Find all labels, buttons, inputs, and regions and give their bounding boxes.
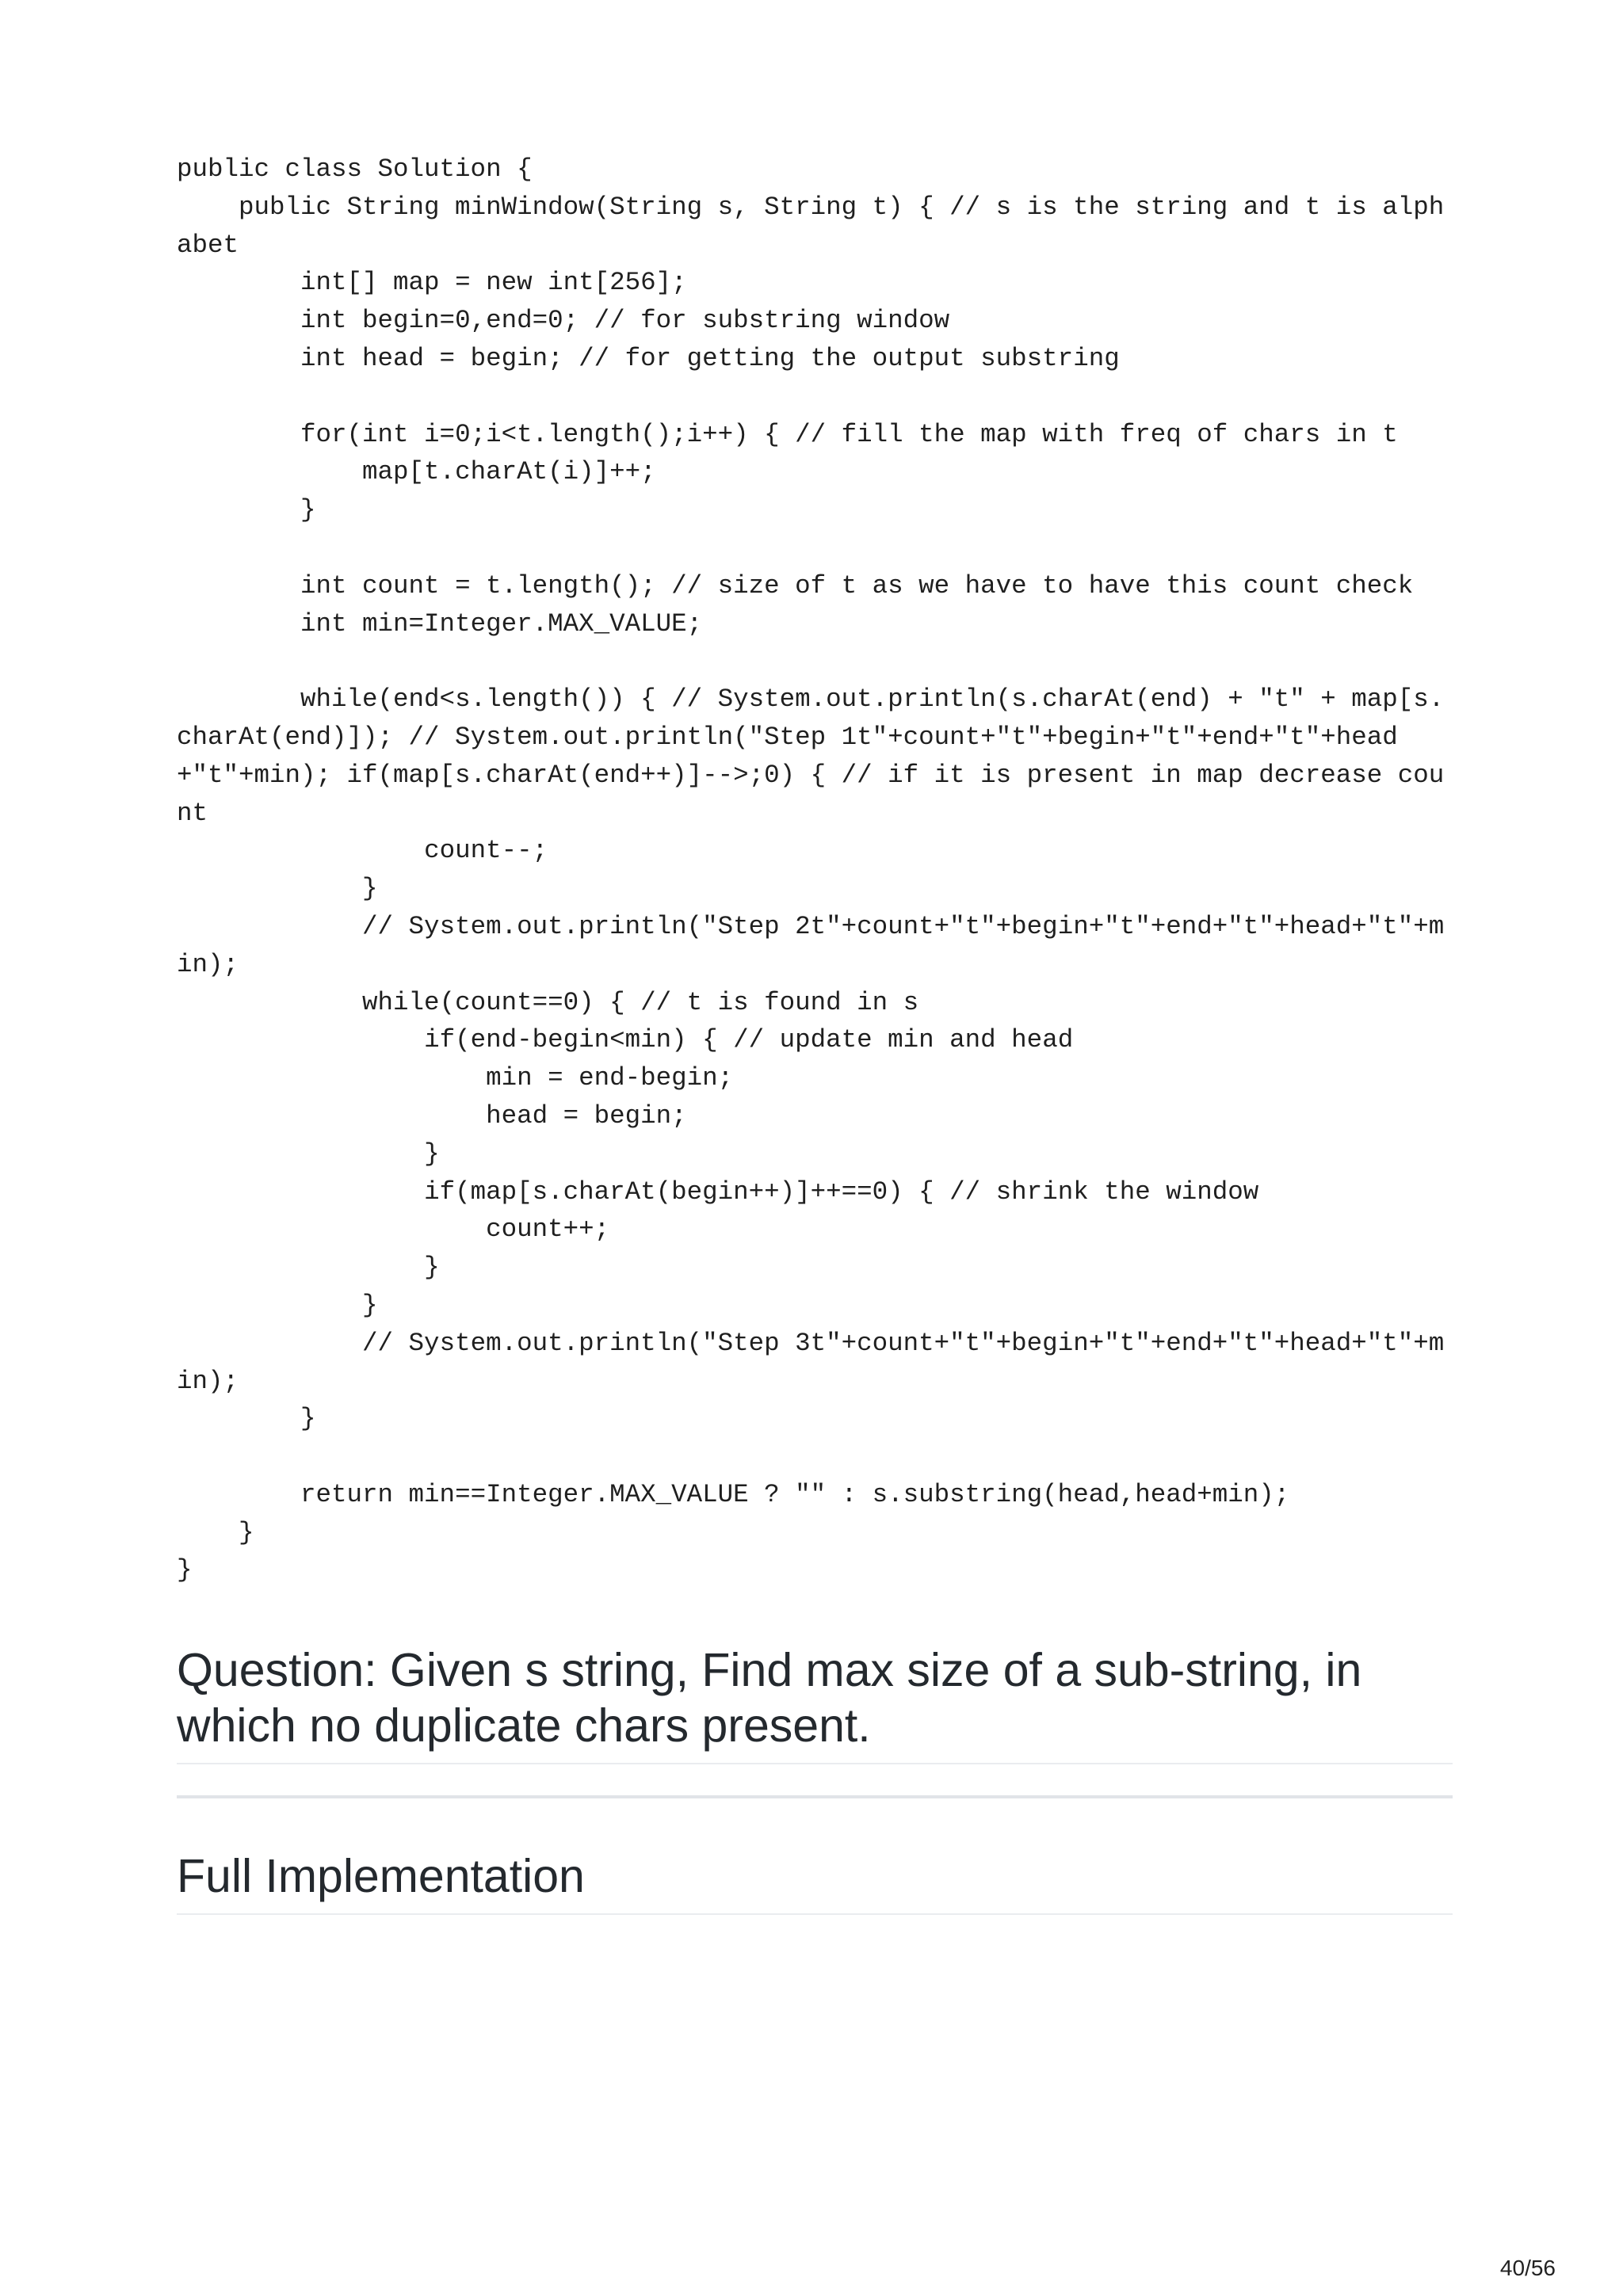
code-line: return min==Integer.MAX_VALUE ? "" : s.substring(head,head+min); (177, 1479, 1290, 1509)
code-line: head = begin; (177, 1100, 687, 1131)
code-line: int head = begin; // for getting the output substring (177, 343, 1120, 373)
code-line: } (177, 1138, 440, 1169)
code-line: int begin=0,end=0; // for substring window (177, 306, 950, 336)
code-line: while(end<s.length()) { // System.out.println(s.charAt(end) + "t" + map[s.charAt(end)]); // System.out.println("Step 1t"+count+"t"+begin+"t"+end+"t"+head+"t"+min); if(map[s.charAt(end++)]-->;0) { // if it is present in map decrease count (177, 685, 1445, 828)
code-line: public class Solution { (177, 154, 533, 184)
horizontal-rule (177, 1795, 1453, 1798)
code-line: } (177, 1253, 440, 1283)
code-line: int[] map = new int[256]; (177, 268, 687, 298)
implementation-heading: Full Implementation (177, 1848, 1453, 1915)
code-line: count++; (177, 1215, 610, 1245)
code-line: } (177, 1555, 193, 1585)
code-line: } (177, 1404, 316, 1434)
code-line: int min=Integer.MAX_VALUE; (177, 608, 703, 639)
code-line: } (177, 1290, 378, 1320)
code-line: if(map[s.charAt(begin++)]++==0) { // shrink the window (177, 1177, 1259, 1207)
code-line: count--; (177, 836, 548, 866)
page-content (177, 151, 1453, 1589)
code-line: } (177, 874, 378, 904)
code-line: } (177, 495, 316, 525)
code-line: public String minWindow(String s, String t) { // s is the string and t is alphabet (177, 192, 1445, 260)
code-line: int count = t.length(); // size of t as we have to have this count check (177, 570, 1414, 601)
code-line (177, 1438, 1453, 1476)
page-number: 40/56 (1499, 2256, 1556, 2280)
code-line: map[t.charAt(i)]++; (177, 457, 656, 487)
code-line (177, 643, 1453, 681)
code-line: while(count==0) { // t is found in s (177, 987, 919, 1017)
question-heading: Question: Given s string, Find max size of a sub-string, in which no duplicate chars present. (177, 1642, 1453, 1764)
code-line: // System.out.println("Step 2t"+count+"t"+begin+"t"+end+"t"+head+"t"+min); (177, 911, 1445, 979)
code-line: if(end-begin<min) { // update min and head (177, 1025, 1074, 1055)
code-line: for(int i=0;i<t.length();i++) { // fill the map with freq of chars in t (177, 419, 1398, 449)
code-line (177, 529, 1453, 567)
code-line: } (177, 1517, 254, 1547)
code-line: // System.out.println("Step 3t"+count+"t"+begin+"t"+end+"t"+head+"t"+min); (177, 1328, 1445, 1396)
code-line (177, 378, 1453, 416)
code-line: min = end-begin; (177, 1063, 734, 1093)
code-block (177, 151, 1453, 1589)
